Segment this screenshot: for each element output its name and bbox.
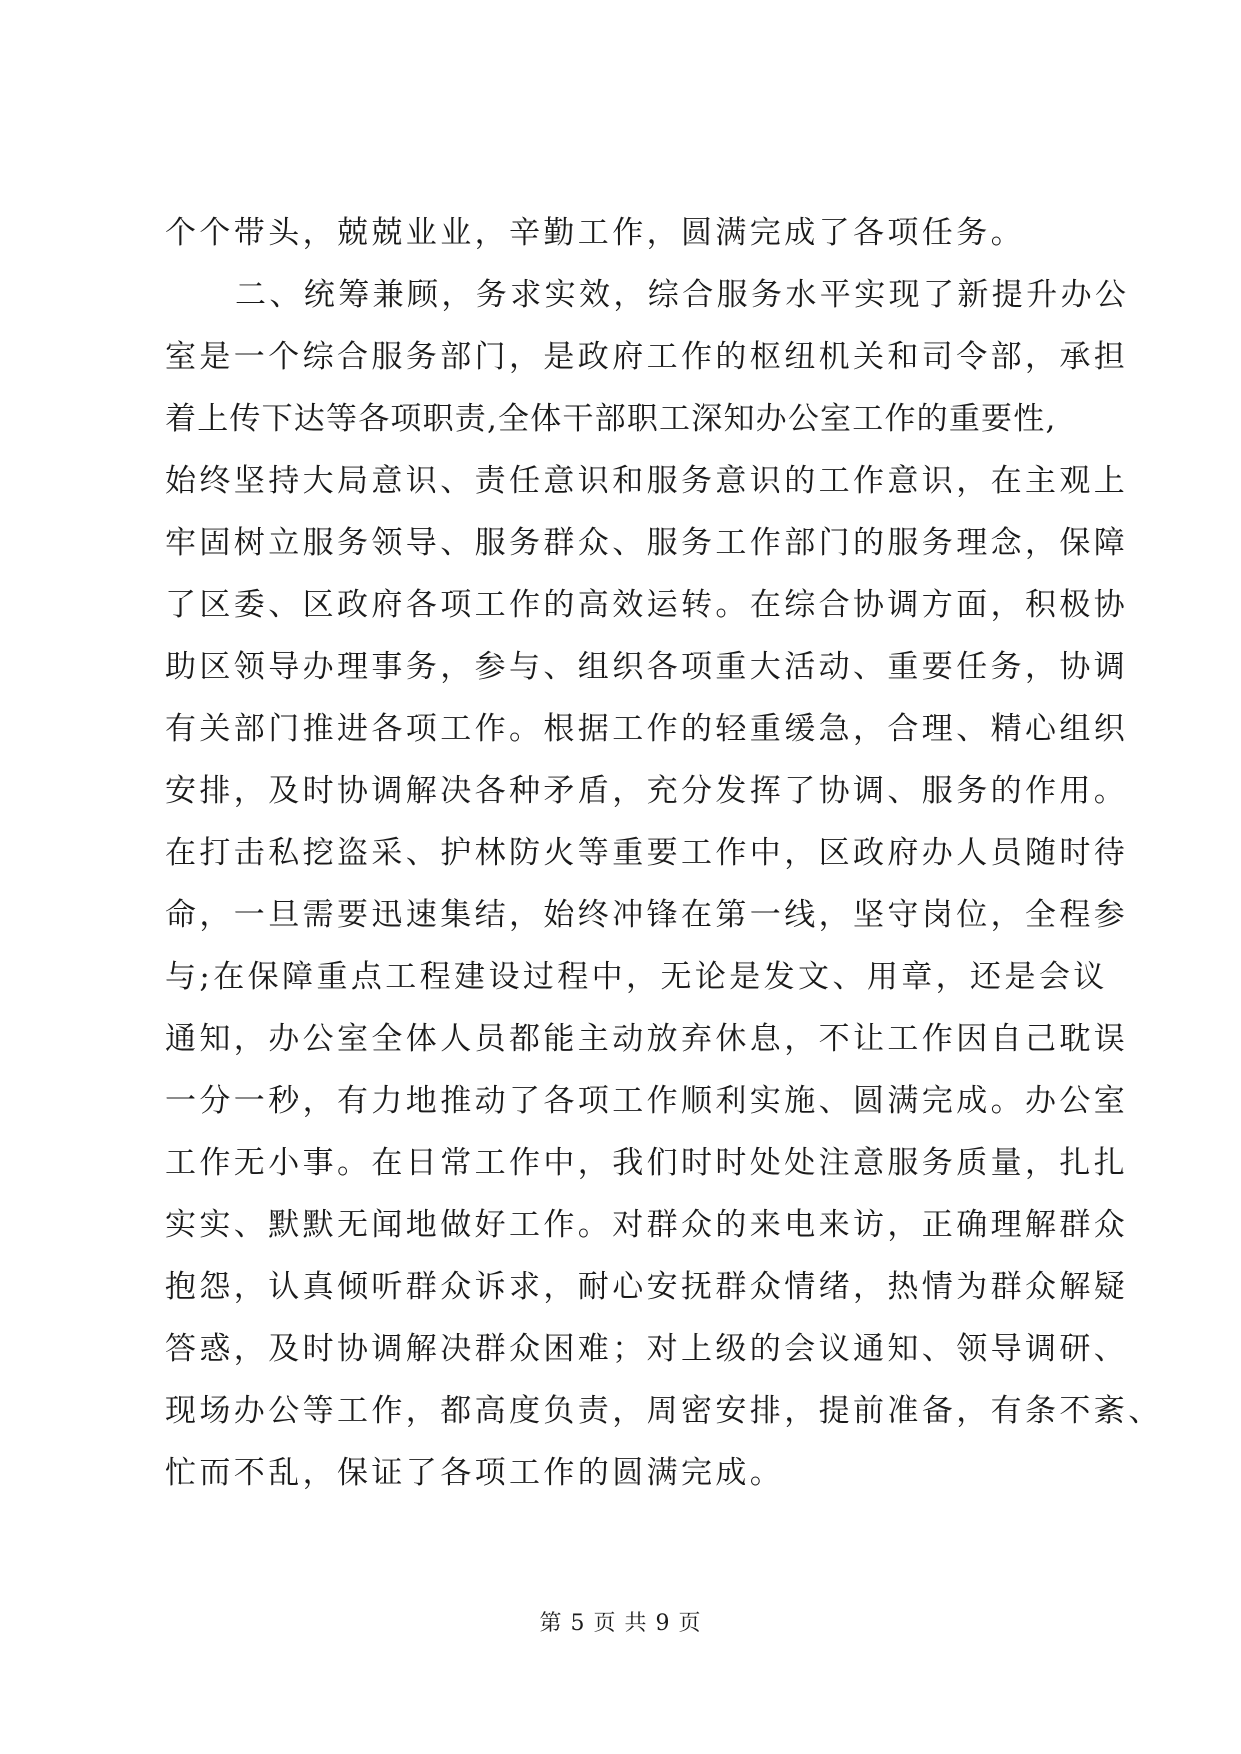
text-line: 通知，办公室全体人员都能主动放弃休息，不让工作因自己耽误: [165, 1021, 1129, 1057]
text-line: 了区委、区政府各项工作的高效运转。在综合协调方面，积极协: [165, 587, 1129, 623]
text-line: 始终坚持大局意识、责任意识和服务意识的工作意识，在主观上: [165, 463, 1129, 499]
text-line: 着上传下达等各项职责,全体干部职工深知办公室工作的重要性,: [165, 401, 1057, 437]
text-line: 命，一旦需要迅速集结，始终冲锋在第一线，坚守岗位，全程参: [165, 897, 1129, 933]
page-number-footer: 第 5 页 共 9 页: [539, 1611, 702, 1636]
text-line: 有关部门推进各项工作。根据工作的轻重缓急，合理、精心组织: [165, 711, 1129, 747]
section-heading-line: 二、统筹兼顾，务求实效，综合服务水平实现了新提升办公: [235, 277, 1130, 313]
text-line: 抱怨，认真倾听群众诉求，耐心安抚群众情绪，热情为群众解疑: [165, 1269, 1129, 1305]
text-line: 现场办公等工作，都高度负责，周密安排，提前准备，有条不紊、: [165, 1393, 1163, 1429]
text-line: 一分一秒，有力地推动了各项工作顺利实施、圆满完成。办公室: [165, 1083, 1129, 1119]
text-line: 忙而不乱，保证了各项工作的圆满完成。: [165, 1455, 785, 1491]
text-line: 个个带头，兢兢业业，辛勤工作，圆满完成了各项任务。: [165, 215, 1025, 251]
text-line: 与;在保障重点工程建设过程中，无论是发文、用章，还是会议: [165, 959, 1108, 995]
text-line: 工作无小事。在日常工作中，我们时时处处注意服务质量，扎扎: [165, 1145, 1129, 1181]
text-line: 牢固树立服务领导、服务群众、服务工作部门的服务理念，保障: [165, 525, 1129, 561]
text-line: 室是一个综合服务部门，是政府工作的枢纽机关和司令部，承担: [165, 339, 1129, 375]
text-line: 安排，及时协调解决各种矛盾，充分发挥了协调、服务的作用。: [165, 773, 1129, 809]
body-text: [165, 202, 1163, 1504]
text-line: 答惑，及时协调解决群众困难；对上级的会议通知、领导调研、: [165, 1331, 1129, 1367]
text-line: 实实、默默无闻地做好工作。对群众的来电来访，正确理解群众: [165, 1207, 1129, 1243]
text-line: 助区领导办理事务，参与、组织各项重大活动、重要任务，协调: [165, 649, 1129, 685]
text-line: 在打击私挖盗采、护林防火等重要工作中，区政府办人员随时待: [165, 835, 1129, 871]
